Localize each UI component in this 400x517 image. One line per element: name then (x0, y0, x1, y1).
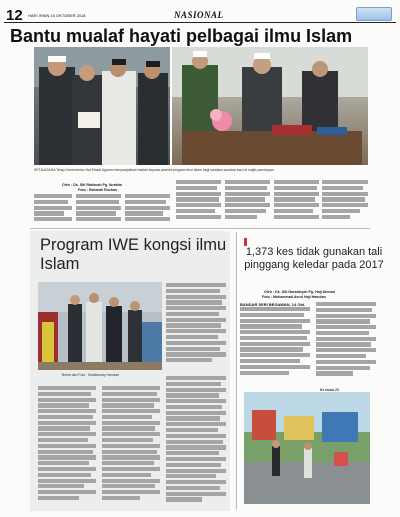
main-headline: Bantu mualaf hayati pelbagai ilmu Islam (10, 26, 353, 46)
story1-side-column (322, 180, 368, 226)
story1-col-6 (274, 180, 319, 226)
story3-col-1 (240, 302, 310, 382)
story3-accent-bar (244, 238, 247, 246)
photo-outdoor-event (244, 392, 370, 504)
story1-col-3 (125, 194, 170, 226)
story2-col-2 (102, 386, 160, 506)
story3-headline: 1,373 kes tidak gunakan tali pinggang keledar pada 2017 (244, 246, 384, 271)
story3-byline: Oleh : Dk. Siti Nurzakiyah Pg. Haji Ahmad (264, 290, 335, 294)
column-divider (236, 232, 237, 510)
story3-col-2 (316, 302, 376, 382)
masthead-logo (356, 7, 392, 21)
story3-side-label: Ke muka 23 (320, 388, 339, 392)
story1-col-2 (76, 194, 121, 226)
story3-photo-credit: Foto : Muhammad Asrul Haji Hamdan (262, 295, 326, 299)
story2-col-right (166, 283, 226, 369)
story1-col-5 (225, 180, 270, 226)
page-number: 12 (6, 7, 23, 24)
section-title: NASIONAL (174, 10, 224, 20)
photo-award-ceremony (34, 47, 170, 165)
story1-col-4 (176, 180, 221, 226)
story3-dateline: BANDAR SERI BEGAWAN, 14 Okt. (240, 302, 306, 307)
story3-photo-caption (244, 506, 370, 512)
story2-photo-caption: Berita dan Foto : Marikamaty Hamzah (62, 373, 120, 377)
story2-col-3 (166, 376, 226, 506)
photo-caption: SETIAUSAHA Tetap Kementerian Hal Ehwal Ugama menyampaikan hadiah kepada peserta program ilmu Islam bagi saudara-saudara baru di majlis penutupan. (34, 168, 275, 172)
story2-col-1 (38, 386, 96, 506)
story1-col-1 (34, 194, 72, 226)
section-divider (30, 228, 370, 229)
page-header (4, 7, 396, 23)
photo-iwe-event (38, 282, 162, 370)
story2-headline: Program IWE kongsi ilmu Islam (40, 236, 227, 273)
story1-byline: Oleh : Dk. Siti Rahimah Pg. Ibrahim (62, 183, 123, 187)
issue-date: HARI ISNIN 15 OKTOBER 2018 (28, 13, 86, 18)
story1-photo-credit: Foto : Rahmah Rozhan (78, 188, 118, 192)
photo-ceremony-table (172, 47, 368, 165)
